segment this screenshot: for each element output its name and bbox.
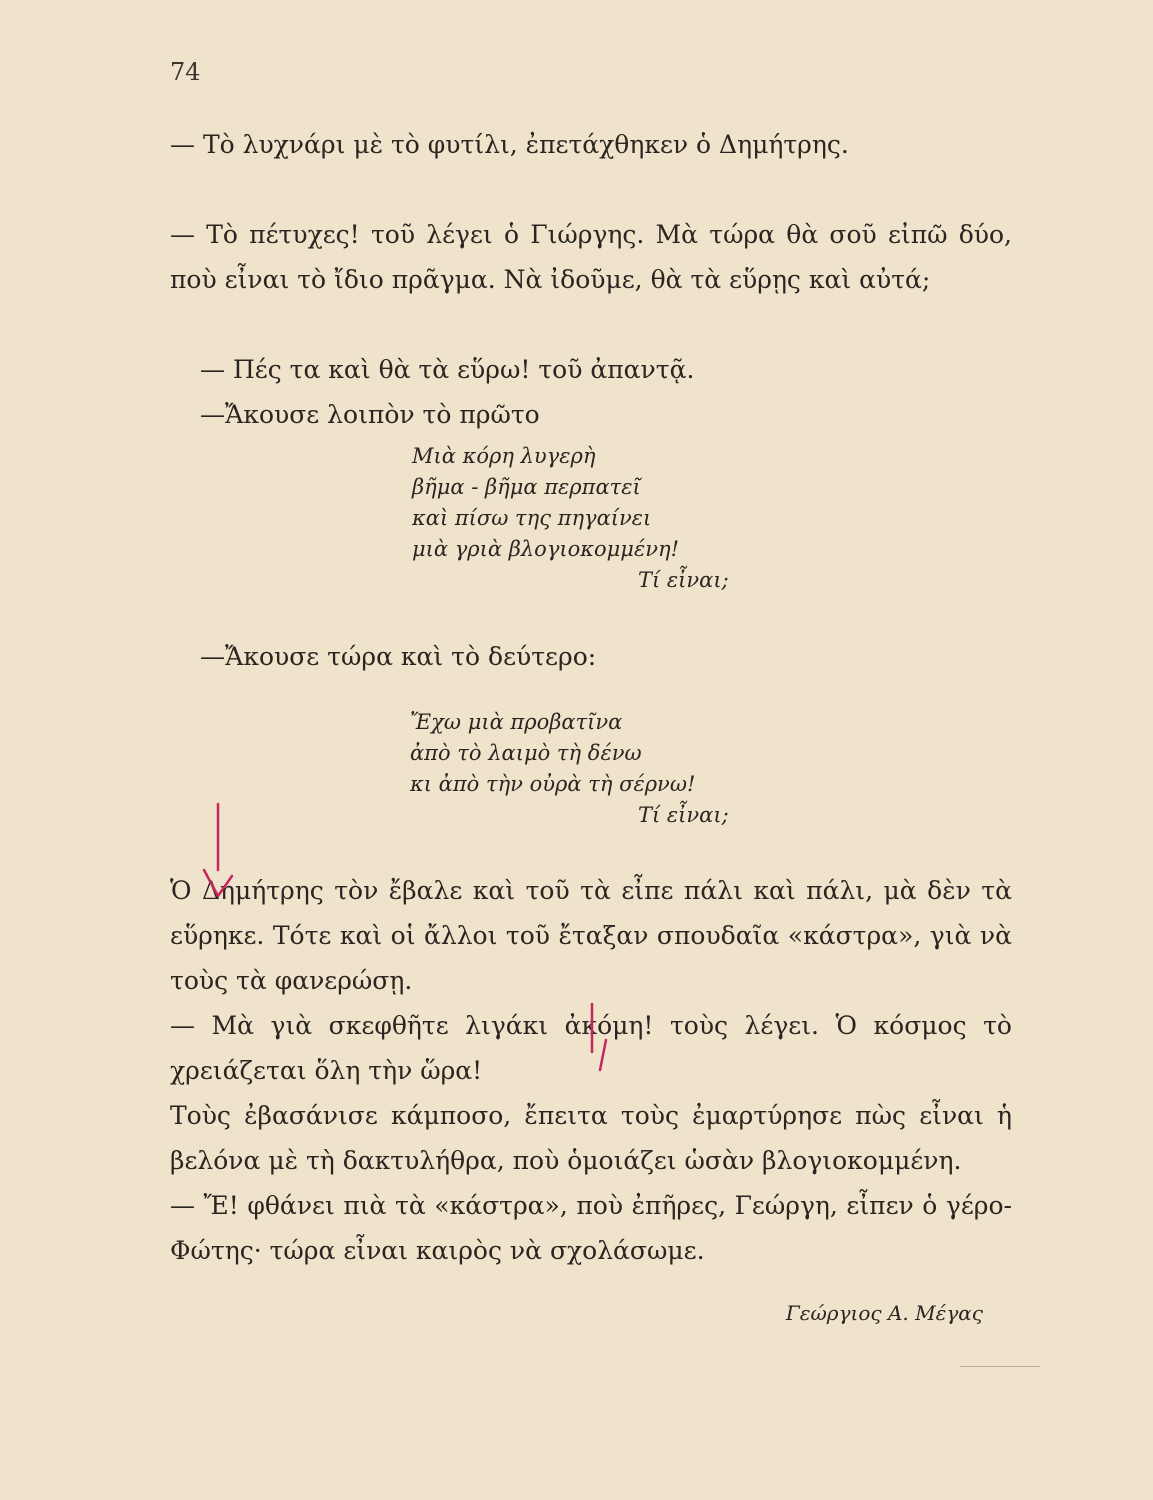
riddle-two-line: Ἔχω μιὰ προβατῖνα <box>410 710 623 734</box>
riddle-two-line: κι ἀπὸ τὴν οὐρὰ τὴ σέρνω! <box>410 772 696 796</box>
paragraph-2: — Τὸ πέτυχες! τοῦ λέγει ὁ Γιώργης. Μὰ τώρα θὰ σοῦ εἰπῶ δύο, ποὺ εἶναι τὸ ἴδιο πρᾶγμα. Νὰ ἰδοῦμε, θὰ τὰ εὕρῃς καὶ αὐτά; <box>170 220 1012 294</box>
closing-paragraph-1: Ὁ Δημήτρης τὸν ἔβαλε καὶ τοῦ τὰ εἶπε πάλι καὶ πάλι, μὰ δὲν τὰ εὕρηκε. Τότε καὶ οἱ ἄλλοι τοῦ ἔταξαν σπουδαῖα «κάστρα», γιὰ νὰ τοὺς τὰ φανερώσῃ. <box>170 876 1012 995</box>
author-signature: Γεώργιος Α. Μέγας <box>785 1301 983 1325</box>
riddle-one-line: μιὰ γριὰ βλογιοκομμένη! <box>412 537 680 561</box>
paragraph-4: —Ἄκουσε λοιπὸν τὸ πρῶτο <box>200 400 540 429</box>
closing-paragraph-2: — Μὰ γιὰ σκεφθῆτε λιγάκι ἀκόμη! τοὺς λέγει. Ὁ κόσμος τὸ χρειάζεται ὅλη τὴν ὥρα! <box>170 1011 1012 1085</box>
intro-two: —Ἄκουσε τώρα καὶ τὸ δεύτερο: <box>200 642 597 671</box>
riddle-one-line: καὶ πίσω της πηγαίνει <box>412 506 652 530</box>
paragraph-3: — Πές τα καὶ θὰ τὰ εὕρω! τοῦ ἀπαντᾷ. <box>200 355 695 384</box>
riddle-two-question: Τί εἶναι; <box>638 803 729 827</box>
checkmark-icon <box>200 800 240 900</box>
riddle-two <box>410 707 729 831</box>
checkmark-icon <box>584 1000 610 1074</box>
riddle-one-question: Τί εἶναι; <box>638 568 729 592</box>
paragraph-1: — Τὸ λυχνάρι μὲ τὸ φυτίλι, ἐπετάχθηκεν ὁ Δημήτρης. <box>170 130 849 159</box>
riddle-one <box>412 441 729 596</box>
divider <box>960 1366 1040 1367</box>
page-number: 74 <box>170 58 201 86</box>
riddle-one-line: βῆμα - βῆμα περπατεῖ <box>412 475 641 499</box>
riddle-one-line: Μιὰ κόρη λυγερὴ <box>412 444 596 468</box>
closing-paragraph-3: Τοὺς ἐβασάνισε κάμποσο, ἔπειτα τοὺς ἐμαρτύρησε πὼς εἶναι ἡ βελόνα μὲ τὴ δακτυλήθρα, ποὺ ὁμοιάζει ὡσὰν βλογιοκομμένη. <box>170 1101 1012 1175</box>
closing-paragraph-4: — Ἔ! φθάνει πιὰ τὰ «κάστρα», ποὺ ἐπῆρες, Γεώργη, εἶπεν ὁ γέρο-Φώτης· τώρα εἶναι καιρὸς νὰ σχολάσωμε. <box>170 1191 1012 1265</box>
riddle-two-line: ἀπὸ τὸ λαιμὸ τὴ δένω <box>410 741 642 765</box>
